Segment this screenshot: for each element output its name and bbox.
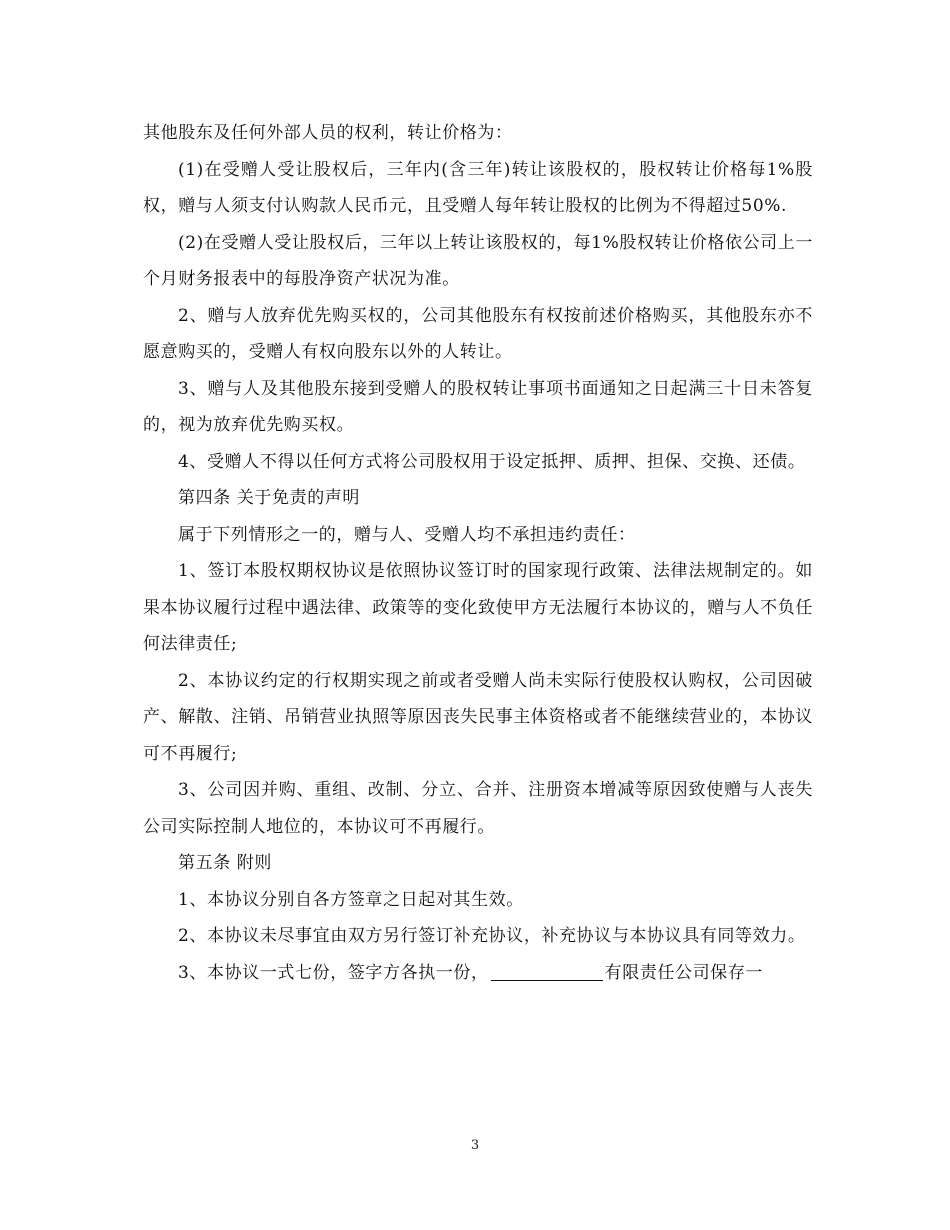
section-heading: 第四条 关于免责的声明 bbox=[178, 488, 361, 508]
paragraph: (1)在受赠人受让股权后，三年内(含三年)转让该股权的，股权转让价格每1%股权，赠与人须支付认购款人民币元，且受赠人每年转让股权的比例为不得超过50%. bbox=[143, 159, 813, 216]
paragraph: 4、受赠人不得以任何方式将公司股权用于设定抵押、质押、担保、交换、还债。 bbox=[178, 451, 806, 472]
paragraph: 2、赠与人放弃优先购买权的，公司其他股东有权按前述价格购买，其他股东亦不愿意购买的，受赠人有权向股东以外的人转让。 bbox=[143, 305, 813, 362]
paragraph-with-blank bbox=[143, 955, 813, 992]
paragraph: 其他股东及任何外部人员的权利，转让价格为： bbox=[143, 123, 513, 143]
fill-in-blank bbox=[491, 962, 603, 981]
paragraph: 2、本协议约定的行权期实现之前或者受赠人尚未实际行使股权认购权，公司因破产、解散、注销、吊销营业执照等原因丧失民事主体资格或者不能继续营业的，本协议可不再履行; bbox=[143, 670, 813, 764]
paragraph: 1、本协议分别自各方签章之日起对其生效。 bbox=[178, 889, 524, 910]
page-number: 3 bbox=[470, 1138, 480, 1153]
paragraph: 3、公司因并购、重组、改制、分立、合并、注册资本增减等原因致使赠与人丧失公司实际控制人地位的，本协议可不再履行。 bbox=[143, 780, 813, 837]
document-body bbox=[143, 115, 813, 991]
paragraph: 3、赠与人及其他股东接到受赠人的股权转让事项书面通知之日起满三十日未答复的，视为放弃优先购买权。 bbox=[143, 378, 813, 435]
paragraph: 1、签订本股权期权协议是依照协议签订时的国家现行政策、法律法规制定的。如果本协议履行过程中遇法律、政策等的变化致使甲方无法履行本协议的，赠与人不负任何法律责任; bbox=[143, 561, 813, 654]
paragraph: 2、本协议未尽事宜由双方另行签订补充协议，补充协议与本协议具有同等效力。 bbox=[178, 926, 806, 946]
paragraph-text-before-blank: 3、本协议一式七份，签字方各执一份， bbox=[178, 962, 489, 983]
paragraph-text-after-blank: 有限责任公司保存一 bbox=[604, 962, 764, 983]
section-heading: 第五条 附则 bbox=[178, 853, 273, 873]
paragraph: 属于下列情形之一的，赠与人、受赠人均不承担违约责任： bbox=[178, 524, 636, 545]
paragraph: (2)在受赠人受让股权后，三年以上转让该股权的，每1%股权转让价格依公司上一个月财务报表中的每股净资产状况为准。 bbox=[143, 232, 813, 289]
